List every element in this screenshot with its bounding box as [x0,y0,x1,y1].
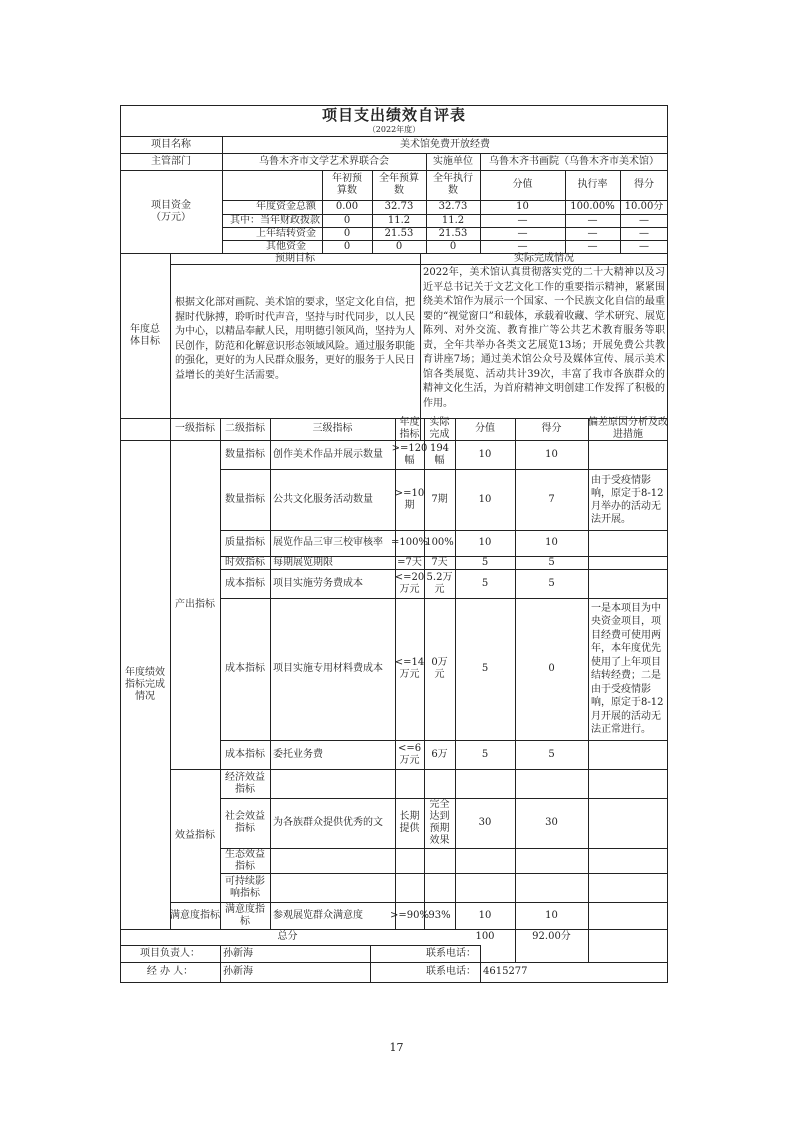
funds-row-got: — [639,214,649,226]
funds-row-score: — [517,240,528,252]
row-score: 30 [478,817,492,828]
funds-row-score: — [517,227,528,239]
row-actual: 194幅 [429,442,450,466]
row-note [588,556,668,569]
level1-output: 产出指标 [175,598,215,610]
leader-phone [480,945,668,962]
row-l3: 项目实施劳务费成本 [273,577,363,589]
row-l2: 社会效益指标 [225,811,265,834]
funds-row-got: — [639,227,649,239]
perf-header-target: 年度指标 [399,417,420,440]
funds-header-budget: 全年预算数 [379,173,419,196]
perf-label: 年度绩效指标完成情况 [125,666,165,702]
row-score: 5 [481,663,489,674]
row-l3: 每期展览期限 [273,556,333,568]
row-target: >=10期 [394,487,425,511]
funds-header-initial: 年初预算数 [332,173,362,196]
funds-row-budget: 11.2 [387,214,411,226]
funds-row-got: 10.00分 [624,201,664,212]
funds-row-exec: 21.53 [438,227,468,239]
page-number: 17 [389,1041,404,1054]
row-score: 5 [481,748,489,760]
row-note [588,440,668,469]
row-got: 5 [548,577,555,589]
row-l2: 成本指标 [225,663,265,674]
goals-actual: 2022年，美术馆认真贯彻落实党的二十大精神以及习近平总书记关于文艺文化工作的重要指示精神，紧紧围绕美术馆作为展示一个国家、一个民族文化自信的最重要的“视觉窗口”和载体，承载着收藏、学术研究、展览陈列、对外交流、教育推广等公共艺术教育服务等职责，全年共举办各类文艺展览13场；开展免费公共教育讲座7场；通过美术馆公众号及媒体宣传、展示美术馆各类展览、活动共计39次，丰富了我市各族群众的精神文化生活，为首府精神文明创建工作发挥了积极的作用。 [423,267,665,409]
row-score: 10 [478,909,492,921]
funds-row-exec: 32.73 [438,201,468,212]
total-label: 总分 [277,931,298,942]
row-got: 5 [548,556,555,568]
handler-phone-label: 联系电话： [426,966,476,977]
row-actual: 7期 [431,493,448,505]
leader: 孙新海 [223,947,253,959]
funds-header-rate: 执行率 [577,179,608,190]
funds-row-rate: — [587,214,598,226]
funds-label: 项目资金 （万元） [151,199,191,223]
row-note: 一是本项目为中央资金项目，项目经费可使用两年，本年度优先使用了上年项目结转经费；二是由于受疫情影响，原定于8-12月开展的活动无法正常进行。 [591,602,664,735]
project-name: 美术馆免费开放经费 [400,138,490,150]
row-actual: 93% [428,909,451,921]
total-score: 100 [475,931,495,942]
row-got: 30 [545,817,558,828]
perf-header-got: 得分 [541,423,562,434]
funds-row-name: 上年结转资金 [256,227,316,239]
funds-row-rate: — [587,227,598,239]
row-score: 5 [481,556,489,568]
total-got: 92.00分 [532,931,571,942]
row-actual: 7天 [431,556,448,568]
row-actual: 5.2万元 [426,571,453,595]
funds-row-exec: 0 [449,240,457,252]
row-l2: 可持续影响指标 [225,875,265,899]
handler: 孙新海 [223,966,253,977]
funds-row-initial: 0 [343,240,351,252]
leader-label: 项目负责人： [140,947,200,959]
funds-header-got: 得分 [634,179,654,190]
funds-row-initial: 0.00 [335,201,359,212]
row-l3: 展览作品三审三校审核率 [273,537,383,548]
funds-row-initial: 0 [343,214,351,226]
goals-expected-header: 预期目标 [275,252,315,264]
row-score: 5 [481,577,489,589]
row-got: 7 [548,493,555,505]
funds-row-got: — [639,240,649,252]
goals-label: 年度总体目标 [130,323,160,347]
row-l2: 质量指标 [225,537,265,548]
row-target: =7天 [397,556,422,568]
perf-header-l1: 一级指标 [175,423,215,434]
row-actual: 100% [425,537,454,548]
funds-row-name: 其中：当年财政拨款 [230,214,320,226]
impl-label: 实施单位 [433,155,473,167]
funds-header-exec: 全年执行数 [433,173,473,196]
project-name-label: 项目名称 [151,138,191,150]
perf-header-note: 偏差原因分析及改进措施 [588,417,668,440]
funds-row-exec: 11.2 [441,214,465,226]
row-l2: 时效指标 [225,556,265,568]
perf-header-l2: 二级指标 [225,423,265,434]
level1-benefit: 效益指标 [175,829,215,841]
page-title: 项目支出绩效自评表 [321,106,466,124]
perf-header-actual: 实际完成 [429,417,450,440]
perf-header-l3: 三级指标 [312,423,353,434]
row-l3: 为各族群众提供优秀的文 [273,817,383,828]
row-note [588,530,668,556]
funds-row-initial: 0 [343,227,351,239]
goals-actual-header: 实际完成情况 [514,252,574,264]
row-l3: 参观展览群众满意度 [273,909,363,921]
impl: 乌鲁木齐书画院（乌鲁木齐市美术馆） [489,155,659,167]
dept: 乌鲁木齐市文学艺术界联合会 [259,155,389,167]
row-l2: 数量指标 [225,493,265,505]
row-l3: 项目实施专用材料费成本 [273,663,383,674]
row-note [588,569,668,598]
row-target: >=90% [390,909,429,921]
row-actual: 0万元 [431,657,448,680]
row-l2: 生态效益指标 [225,848,265,872]
row-l2: 数量指标 [225,448,265,460]
row-l2: 满意度指标 [225,903,265,927]
row-note: 由于受疫情影响，原定于8-12月举办的活动无法开展。 [591,474,664,525]
funds-row-budget: 0 [395,240,403,252]
funds-row-rate: 100.00% [570,201,615,212]
row-score: 10 [478,493,492,505]
funds-header-score: 分值 [512,179,533,190]
funds-row-rate: — [587,240,598,252]
row-got: 10 [545,537,558,548]
row-target: >=120幅 [391,442,428,466]
handler-label: 经 办 人： [146,966,194,977]
row-l2: 成本指标 [225,577,265,589]
row-got: 0 [548,663,555,674]
row-l3: 公共文化服务活动数量 [273,493,373,505]
row-target: 长期提供 [399,811,420,834]
row-target: <=20万元 [394,571,425,595]
goals-expected: 根据文化部对画院、美术馆的要求，坚定文化自信，把握时代脉搏，聆听时代声音，坚持与时代同步，以人民为中心，以精品奉献人民，用明德引领风尚，坚持为人民创作，防范和化解意识形态领域风险。通过服务职能的强化，更好的为人民群众服务，更好的服务于人民日益增长的美好生活需要。 [175,297,415,381]
row-l2: 成本指标 [225,748,265,760]
dept-label: 主管部门 [151,155,191,167]
row-target: <=14万元 [394,657,425,680]
row-note [588,740,668,769]
funds-row-name: 年度资金总额 [256,201,316,212]
row-actual: 6万 [431,748,448,760]
funds-row-name: 其他资金 [266,240,306,252]
level1-satisfaction: 满意度指标 [170,909,220,921]
funds-row-score: 10 [516,201,529,212]
row-actual: 完全达到预期效果 [429,799,450,846]
funds-row-budget: 32.73 [384,201,414,212]
row-got: 10 [545,448,558,460]
row-l3: 创作美术作品并展示数量 [273,448,383,460]
row-got: 5 [548,748,555,760]
funds-row-score: — [517,214,528,226]
row-l3: 委托业务费 [273,748,323,760]
row-target: <=6万元 [397,742,422,766]
row-score: 10 [478,537,492,548]
row-target: =100% [391,537,428,548]
perf-header-score: 分值 [475,423,495,434]
handler-phone: 4615277 [483,966,528,977]
row-got: 10 [545,909,558,921]
row-score: 10 [478,448,492,460]
funds-row-budget: 21.53 [384,227,414,239]
year-label: （2022年度） [367,125,421,134]
row-l2: 经济效益指标 [225,771,265,795]
leader-phone-label: 联系电话： [426,947,476,959]
